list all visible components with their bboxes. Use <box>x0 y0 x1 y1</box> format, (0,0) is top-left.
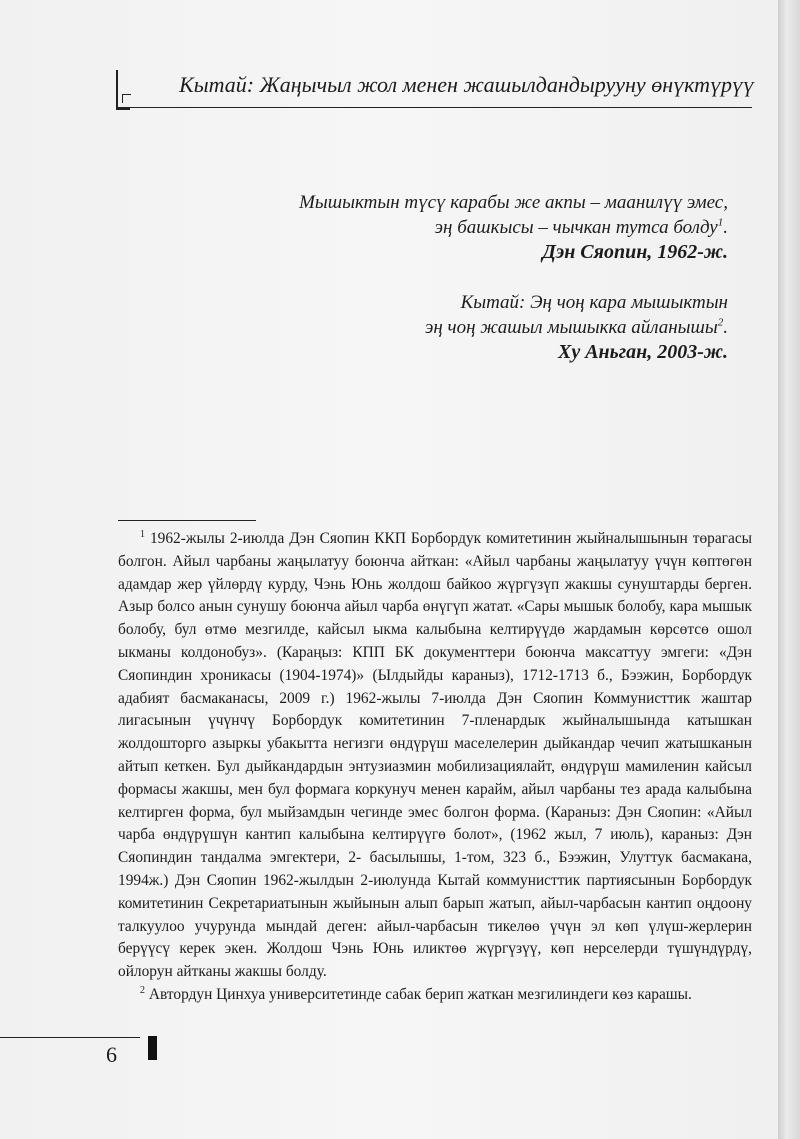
epigraph-1 <box>299 190 728 265</box>
footnote-1-text: 1962-жылы 2-июлда Дэн Сяопин ККП Борбордук комитетинин жыйналышынын төрагасы болгон. Айыл чарбаны жаңылатуу боюнча айткан: «Айыл чарбаны жаңылатуу үчүн көптөгөн адамдар жер үйлөрдү курду, Чэнь Юнь жолдош байкоо жүргүзүп жакшы сунуштарды берген. Азыр болсо анын сунушу боюнча айыл чарба өнүгүп жатат. «Сары мышык болобу, кара мышык болобу, бул өтмө мезгилде, кайсыл ыкма калыбына келтирүүдө жардамын көрсөтсө ошол ыкманы колдонобуз». (Караңыз: КПП БК документтери боюнча максаттуу эмгеги: «Дэн Сяопиндин хроникасы (1904-1974)» (Ылдыйды караныз), 1712-1713 б., Бээжин, Борбордук адабият басмаканасы, 2009 г.) 1962-жылы 7-июлда Дэн Сяопин Коммунисттик жаштар лигасынын үчүнчү Борбордук комитетинин 7-пленардык жыйналышында катышкан жолдошторго азыркы убакытта негизги өндүрүш маселелерин дыйкандар чечип жатышканын айтып кеткен. Бул дыйкандардын энтузиазмин мобилизациялайт, өндүрүш мамиленин кайсыл формасы жакшы, мен бул формага коркунуч менен карайм, айыл чарбаны тез арада калыбына келтирген форма, бул мыйзамдын чегинде эмес болгон форма. (Караныз: Дэн Сяопин: «Айыл чарба өндүрүшүн кантип калыбына келтирүүгө болот», (1962 жыл, 7 июль), караныз: Дэн Сяопиндин тандалма эмгектери, 2- басылышы, 1-том, 323 б., Бээжин, Улуттук басмакана, 1994ж.) Дэн Сяопин 1962-жылдын 2-июлунда Кытай коммунисттик партиясынын Борбордук комитетинин Секретариатынын жыйынын алып барып жатып, айыл-чарбасын кантип оңдоону талкуулоо учурунда мындай деген: айыл-чарбасын тикелөө үчүн эл көп үлүш-жерлерин берүүсү керек экен. Жолдош Чэнь Юнь иликтөө жүргүзүү, көп нерселерди түшүндүрдү, ойлорун айтканы жакшы болду. <box>118 530 753 981</box>
epigraph-2-line-1: Кытай: Эң чоң кара мышыктын <box>460 292 728 313</box>
footnote-1 <box>118 528 752 984</box>
epigraph-2-author: Ху Аньган, 2003-ж. <box>558 341 728 363</box>
epigraph-1-author: Дэн Сяопин, 1962-ж. <box>542 241 728 263</box>
footnotes <box>118 528 752 1007</box>
epigraph-1-line-2-text: эң башкысы – чычкан тутса болду <box>434 217 718 238</box>
page-number: 6 <box>106 1042 117 1067</box>
epigraph-1-note-ref: 1 <box>717 216 724 229</box>
header-corner-ornament-inner <box>122 94 131 103</box>
header-corner-ornament <box>116 70 130 110</box>
footnote-2-marker: 2 <box>140 984 145 996</box>
epigraph-2 <box>425 290 728 365</box>
footnote-2-text: Автордун Цинхуа университетинде сабак берип жаткан мезгилиндеги көз карашы. <box>148 985 692 1003</box>
running-head: Кытай: Жаңычыл жол менен жашылдандырууну өнүктүрүү <box>179 72 754 97</box>
footer-block-mark <box>148 1036 157 1060</box>
footnote-1-marker: 1 <box>140 528 145 540</box>
epigraph-2-note-ref: 2 <box>717 316 724 329</box>
epigraph-2-line-2-text: эң чоң жашыл мышыкка айланышы <box>425 317 718 338</box>
footnote-2 <box>118 984 752 1007</box>
footnote-separator <box>118 520 256 521</box>
footer-rule <box>0 1037 140 1038</box>
epigraph-2-line-2: эң чоң жашыл мышыкка айланышы$^2$. <box>425 316 728 338</box>
epigraph-1-line-2: эң башкысы – чычкан тутса болду$^1$. <box>434 216 728 238</box>
page-edge-shadow <box>778 0 800 1139</box>
header-rule <box>118 107 752 108</box>
epigraph-1-line-1: Мышыктын түсү карабы же акпы – маанилүү эмес, <box>299 192 728 213</box>
